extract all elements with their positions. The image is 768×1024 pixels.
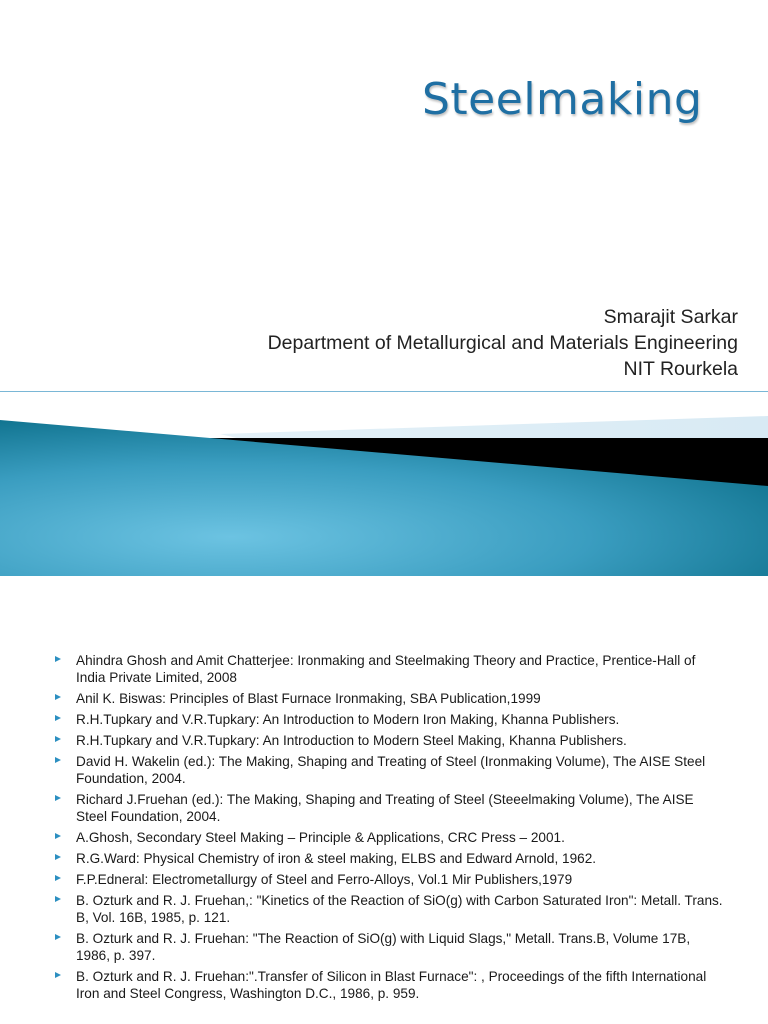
author-department: Department of Metallurgical and Materials Engineering	[267, 332, 738, 354]
reference-text: F.P.Edneral: Electrometallurgy of Steel and Ferro-Alloys, Vol.1 Mir Publishers,1979	[76, 872, 573, 887]
reference-item	[55, 930, 725, 964]
banner-pale-stripe	[220, 416, 768, 440]
reference-item	[55, 850, 725, 867]
reference-item	[55, 892, 725, 926]
author-institution: NIT Rourkela	[623, 358, 738, 380]
reference-text: David H. Wakelin (ed.): The Making, Shaping and Treating of Steel (Ironmaking Volume), The AISE Steel Foundation, 2004.	[76, 754, 706, 786]
reference-list	[55, 652, 725, 1006]
slide-title: Steelmaking	[422, 74, 703, 125]
author-name: Smarajit Sarkar	[603, 306, 738, 328]
reference-text: B. Ozturk and R. J. Fruehan:".Transfer of Silicon in Blast Furnace": , Proceedings of the fifth International Iron and Steel Congress, Washington D.C., 1986, p. 959.	[76, 969, 707, 1001]
bullet-arrow-icon	[55, 972, 61, 978]
reference-text: R.G.Ward: Physical Chemistry of iron & steel making, ELBS and Edward Arnold, 1962.	[76, 851, 597, 866]
reference-item	[55, 829, 725, 846]
reference-item	[55, 652, 725, 686]
bullet-arrow-icon	[55, 934, 61, 940]
reference-item	[55, 871, 725, 888]
reference-text: Anil K. Biswas: Principles of Blast Furnace Ironmaking, SBA Publication,1999	[76, 691, 541, 706]
bullet-arrow-icon	[55, 875, 61, 881]
reference-item	[55, 690, 725, 707]
reference-text: Richard J.Fruehan (ed.): The Making, Shaping and Treating of Steel (Steeelmaking Volume), The AISE Steel Foundation, 2004.	[76, 792, 694, 824]
reference-text: B. Ozturk and R. J. Fruehan,: "Kinetics of the Reaction of SiO(g) with Carbon Saturated Iron": Metall. Trans. B, Vol. 16B, 1985, p. 121.	[76, 893, 723, 925]
bullet-arrow-icon	[55, 736, 61, 742]
bullet-arrow-icon	[55, 896, 61, 902]
bullet-arrow-icon	[55, 795, 61, 801]
reference-text: Ahindra Ghosh and Amit Chatterjee: Ironmaking and Steelmaking Theory and Practice, Prentice-Hall of India Private Limited, 2008	[76, 653, 696, 685]
reference-item	[55, 753, 725, 787]
reference-item	[55, 732, 725, 749]
decorative-banner	[0, 412, 768, 580]
reference-item	[55, 791, 725, 825]
author-block	[268, 304, 738, 382]
bullet-arrow-icon	[55, 833, 61, 839]
bullet-arrow-icon	[55, 715, 61, 721]
reference-text: B. Ozturk and R. J. Fruehan: "The Reaction of SiO(g) with Liquid Slags," Metall. Trans.B, Volume 17B, 1986, p. 397.	[76, 931, 691, 963]
bullet-arrow-icon	[55, 656, 61, 662]
reference-text: R.H.Tupkary and V.R.Tupkary: An Introduction to Modern Iron Making, Khanna Publishers.	[76, 712, 620, 727]
bullet-arrow-icon	[55, 757, 61, 763]
reference-text: R.H.Tupkary and V.R.Tupkary: An Introduction to Modern Steel Making, Khanna Publishers.	[76, 733, 627, 748]
reference-item	[55, 968, 725, 1002]
reference-item	[55, 711, 725, 728]
bullet-arrow-icon	[55, 854, 61, 860]
divider-line	[0, 391, 768, 392]
reference-text: A.Ghosh, Secondary Steel Making – Principle & Applications, CRC Press – 2001.	[76, 830, 565, 845]
bullet-arrow-icon	[55, 694, 61, 700]
